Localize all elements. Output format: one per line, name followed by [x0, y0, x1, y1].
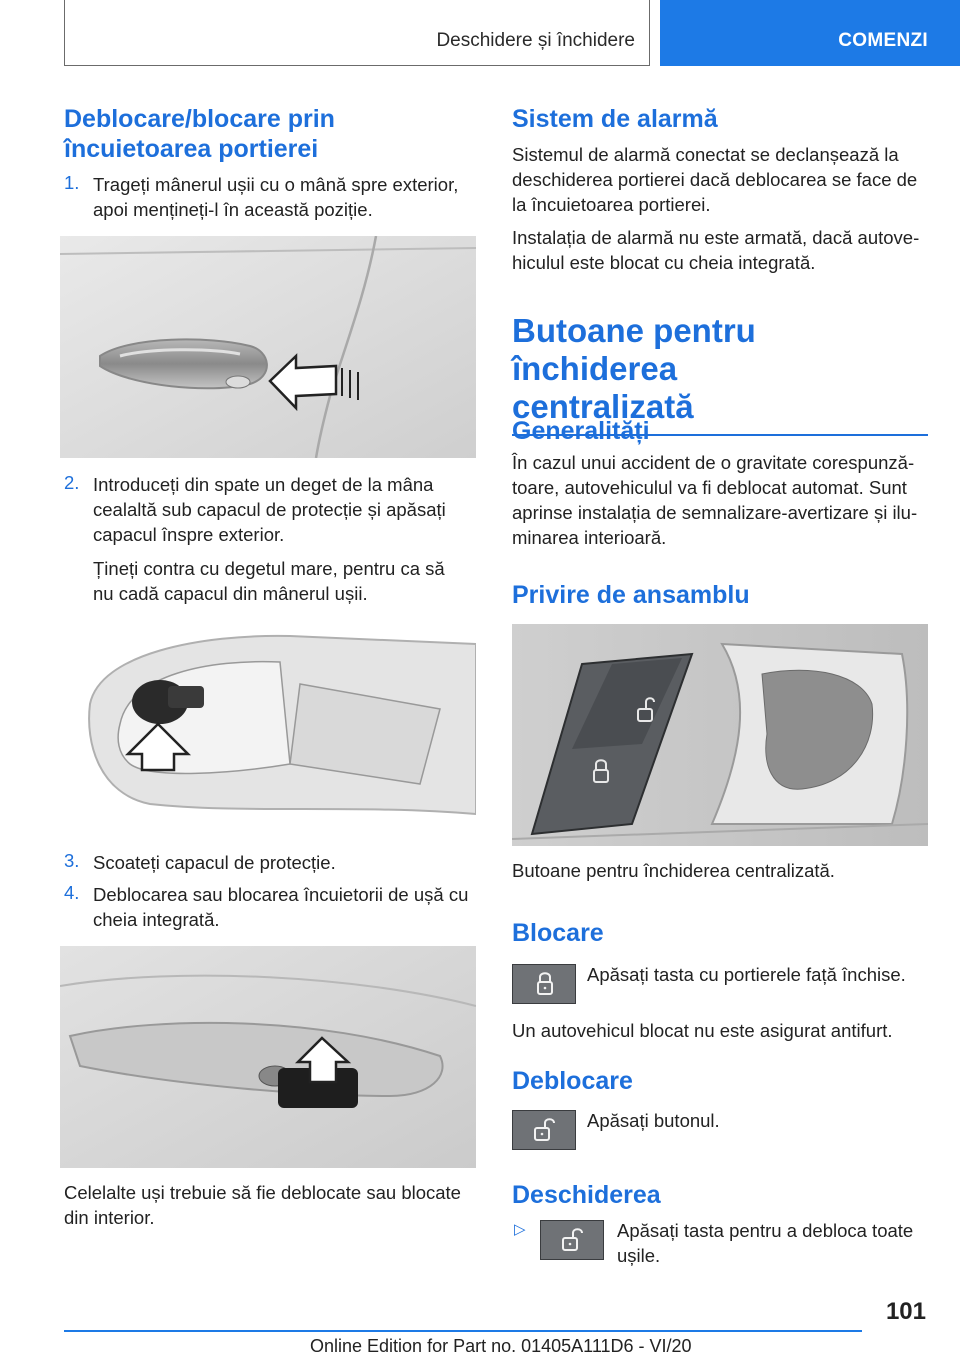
alarm-heading: Sistem de alarmă [512, 105, 718, 133]
chapter-title: COMENZI [838, 30, 928, 51]
alarm-paragraph-2: Instalația de alarmă nu este armată, dacă autove‐ hiculul este blocat cu cheia integrată. [512, 227, 920, 273]
lock-icon [513, 965, 577, 1005]
bullet-triangle: ▷ [514, 1221, 526, 1238]
main-section-heading: Butoane pentru închiderea centralizată [512, 312, 928, 436]
lock-note: Un autovehicul blocat nu este asigurat antifurt. [512, 1020, 893, 1041]
door-handle-photo [60, 236, 476, 458]
section-heading: Deblocare/blocare prin încuietoarea portierei [64, 105, 335, 163]
general-heading: Generalități [512, 417, 650, 445]
lock-heading: Blocare [512, 919, 604, 947]
cap-removal-photo [60, 614, 476, 836]
open-instruction: Apăsați tasta pentru a debloca toate ușile. [617, 1220, 914, 1266]
central-locking-photo [512, 624, 928, 846]
unlock-icon [541, 1221, 605, 1261]
overview-section [512, 580, 932, 610]
alarm-paragraph-1: Sistemul de alarmă conectat se declanșează la deschiderea portierei dacă deblocarea se face de la încuietoarea portierei. [512, 144, 918, 215]
overview-caption: Butoane pentru închiderea centralizată. [512, 860, 835, 881]
footer-rule [64, 1330, 862, 1332]
lock-button-image [512, 964, 576, 1004]
unlock-icon [513, 1111, 577, 1151]
unlock-button-image [512, 1110, 576, 1150]
general-section [512, 416, 932, 550]
open-section [512, 1180, 932, 1210]
header-section-tab [64, 0, 650, 66]
unlock-section [512, 1066, 932, 1096]
footer-edition: Online Edition for Part no. 01405A111D6 - VI/20 [310, 1336, 692, 1356]
left-column [64, 104, 484, 164]
section-title: Deschidere și închidere [436, 30, 635, 51]
lock-section [512, 918, 932, 948]
unlock-heading: Deblocare [512, 1067, 633, 1095]
unlock-instruction: Apăsați butonul. [587, 1110, 720, 1131]
open-heading: Deschiderea [512, 1181, 661, 1209]
overview-heading: Privire de ansamblu [512, 581, 750, 609]
header-chapter-tab[interactable] [660, 0, 960, 66]
lock-instruction: Apăsați tasta cu portierele față închise. [587, 964, 906, 985]
open-button-image [540, 1220, 604, 1260]
alarm-section [512, 104, 932, 275]
key-insert-photo [60, 946, 476, 1168]
general-paragraph: În cazul unui accident de o gravitate corespunză‐ toare, autovehiculul va fi deblocat automat. Sunt aprinse instalația de semnalizare-avertizare și ilu‐ minarea interioară. [512, 452, 918, 548]
closing-paragraph: Celelalte uși trebuie să fie deblocate sau blocate din interior. [64, 1182, 461, 1228]
page-number: 101 [885, 1298, 926, 1325]
